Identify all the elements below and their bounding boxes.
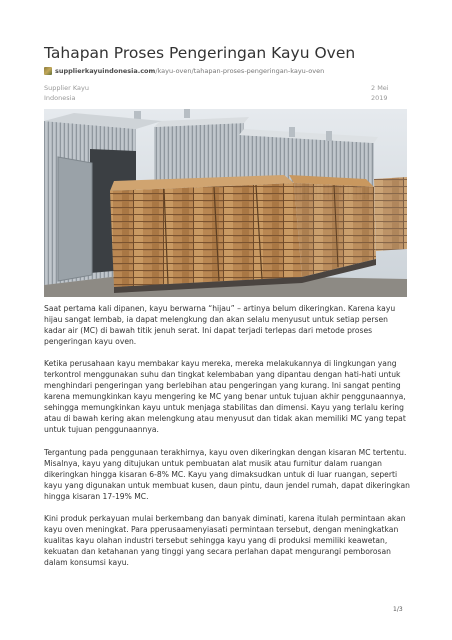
article-body — [44, 303, 410, 579]
paragraph: Saat pertama kali dipanen, kayu berwarna “hijau” – artinya belum dikeringkan. Karena kayu hijau sangat lembab, ia dapat melengkung dan akan selalu menyusut untuk setiap persen kadar air (MC) di bawah titik jenuh serat. Ini dapat terjadi terlepas dari metode proses pengeringan kayu oven. — [44, 304, 396, 347]
wood-kiln-photo — [44, 109, 407, 297]
paragraph: Kini produk perkayuan mulai berkembang dan banyak diminati, karena itulah permintaan akan kayu oven meningkat. Para pperusaamenyiasati permintaan tersebut, dengan meningkatkan kualitas kayu olahan industri tersebut sehingga kayu yang di produksi memiliki keawetan, kekuatan dan ketahanan yang tinggi yang secara perlahan dapat mengurangi pemborosan dalam konsumsi kayu. — [44, 513, 406, 567]
date-line-1: 2 Mei — [371, 84, 389, 92]
author — [44, 84, 89, 103]
page-number: 1/3 — [393, 606, 403, 613]
author-line-2: Indonesia — [44, 93, 76, 102]
source-path[interactable]: /kayu-oven/tahapan-proses-pengeringan-kayu-oven — [155, 67, 325, 75]
source-domain[interactable]: supplierkayuindonesia.com — [55, 67, 156, 75]
publish-date — [371, 84, 407, 103]
author-line-1: Supplier Kayu — [44, 84, 89, 92]
paragraph: Ketika perusahaan kayu membakar kayu mereka, mereka melakukannya di lingkungan yang terkontrol menggunakan suhu dan tingkat kelembaban yang dipantau dengan hati-hati untuk menghindari pengeringan yang berlebihan atau pengeringan yang kurang. Ini sangat penting karena memungkinkan kayu mengering ke MC yang benar untuk tujuan akhir penggunaannya, sehingga memungkinkan kayu untuk menjaga stabilitas dan dimensi. Kayu yang terlalu kering atau di bawah kering akan melengkung atau menyusut dan tidak akan memiliki MC yang tepat untuk tujuan penggunaannya. — [44, 359, 406, 435]
date-line-2: 2019 — [371, 93, 388, 102]
paragraph: Tergantung pada penggunaan terakhirnya, kayu oven dikeringkan dengan kisaran MC tertentu. Misalnya, kayu yang ditujukan untuk pembuatan alat musik atau furnitur dalam ruangan dikeringkan hingga kisaran 6-8% MC. Kayu yang dimaksudkan untuk di luar ruangan, seperti kayu yang digunakan untuk membuat kusen, daun pintu, daun jendel rumah, dapat dikeringkan hingga kisaran 17-19% MC. — [44, 447, 410, 501]
page-title: Tahapan Proses Pengeringan Kayu Oven — [44, 44, 356, 62]
site-favicon-icon — [44, 67, 52, 75]
source-url[interactable] — [44, 66, 324, 76]
